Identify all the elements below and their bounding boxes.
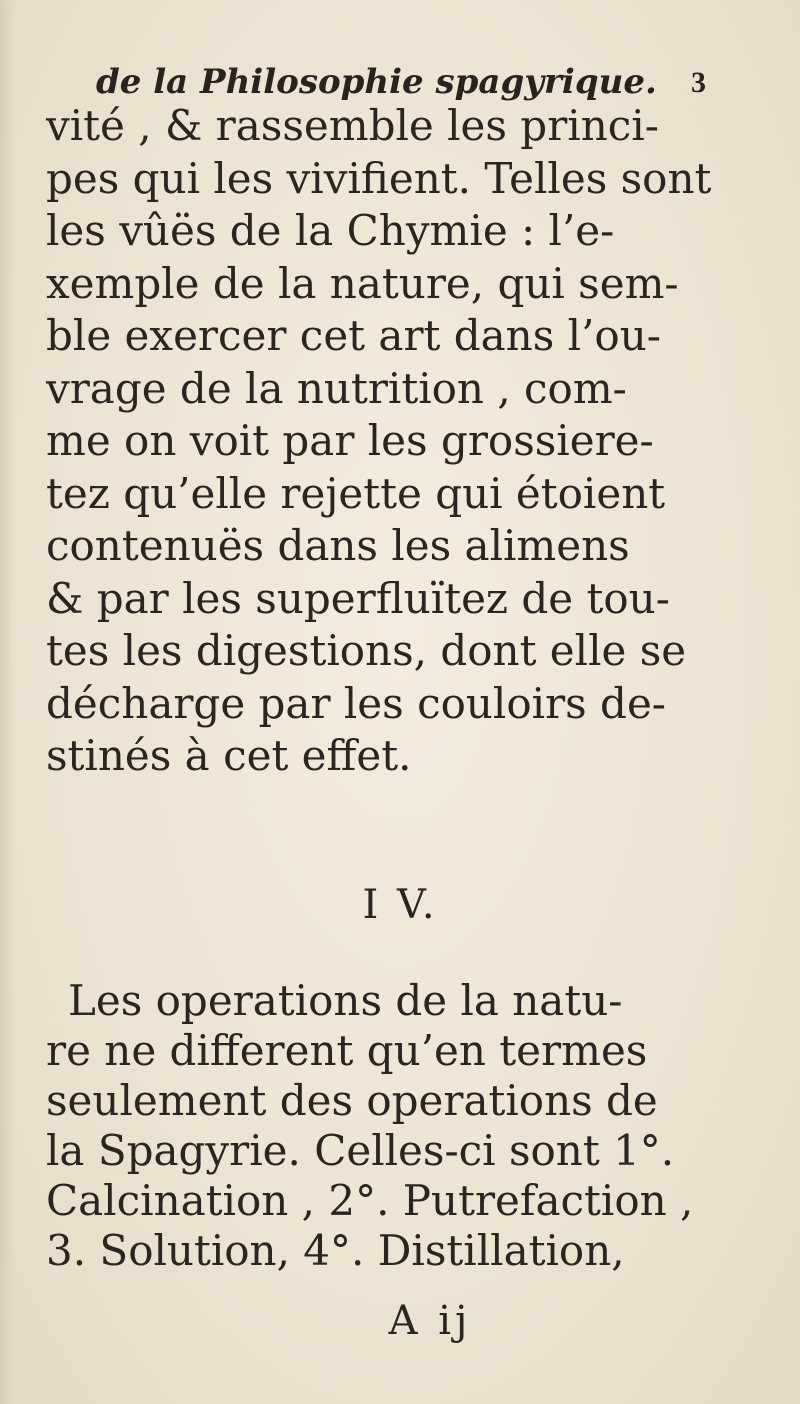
paragraph-1 (46, 100, 712, 783)
section-heading: I V. (362, 882, 438, 928)
text-line: stinés à cet effet. (46, 731, 412, 780)
text-line: re ne different qu’en termes (46, 1026, 648, 1075)
paragraph-2 (46, 976, 694, 1276)
text-line: me on voit par les grossiere- (46, 416, 654, 465)
signature-mark: A ij (388, 1298, 472, 1344)
text-line: contenuës dans les alimens (46, 521, 630, 570)
text-line: pes qui les vivifient. Telles sont (46, 153, 712, 203)
page-number: 3 (691, 66, 706, 99)
text-line: vrage de la nutrition , com- (46, 363, 627, 413)
text-line: & par les superfluïtez de tou- (46, 573, 670, 623)
running-title: de la Philosophie spagyrique. (96, 62, 657, 102)
text-line: Les operations de la natu- (68, 976, 623, 1025)
text-line: la Spagyrie. Celles-ci sont 1°. (46, 1126, 675, 1175)
text-line: xemple de la nature, qui sem- (46, 258, 679, 308)
text-line: Calcination , 2°. Putrefaction , (46, 1176, 694, 1225)
text-line: ble exercer cet art dans l’ou- (46, 311, 661, 360)
text-line: vité , & rassemble les princi- (46, 101, 659, 150)
text-line: tes les digestions, dont elle se (46, 626, 687, 675)
text-line: tez qu’elle rejette qui étoient (46, 468, 666, 518)
text-line: 3. Solution, 4°. Distillation, (46, 1226, 625, 1275)
page-gutter-shadow (0, 0, 14, 1404)
text-line: seulement des operations de (46, 1076, 658, 1125)
text-line: décharge par les couloirs de- (46, 678, 666, 728)
text-line: les vûës de la Chymie : l’e- (46, 206, 615, 255)
